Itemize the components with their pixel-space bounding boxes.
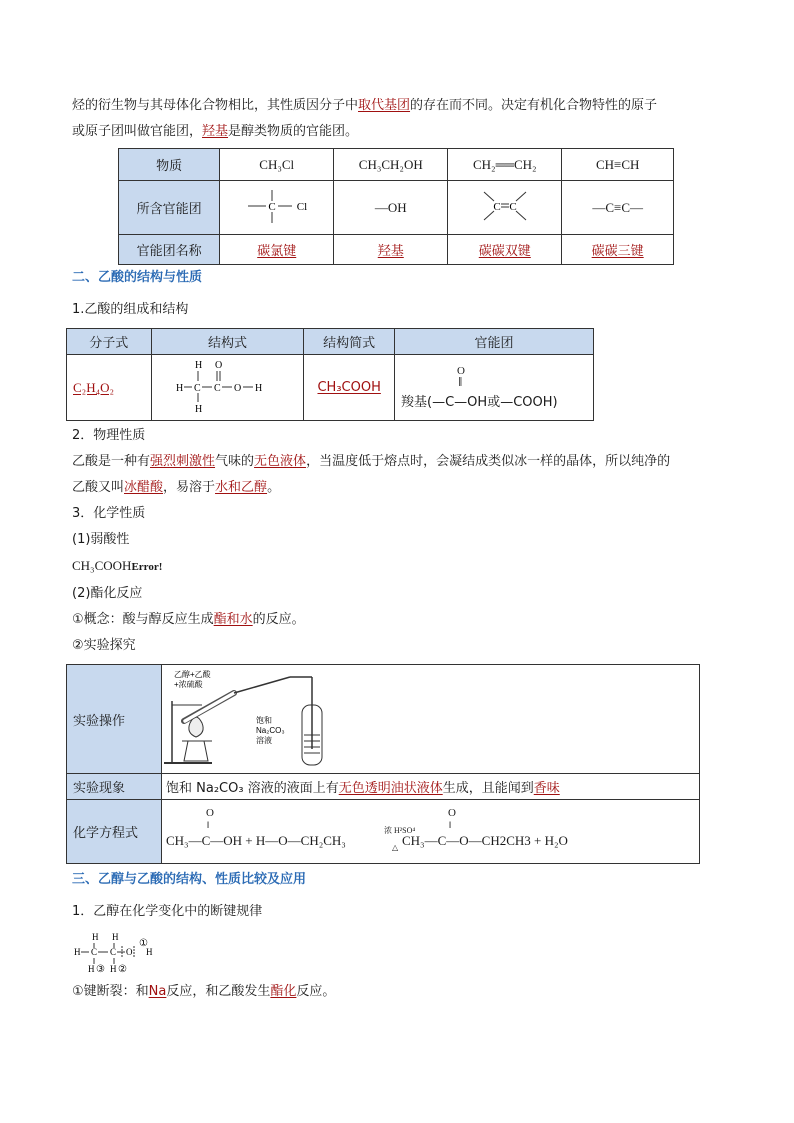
ethanol-bond-diagram <box>72 928 162 976</box>
svg-text:H: H <box>110 964 117 974</box>
svg-text:H: H <box>176 382 184 394</box>
svg-text:H: H <box>92 932 99 942</box>
acetic-acid-structure <box>162 356 292 416</box>
answer-substituent: 取代基团 <box>358 98 411 113</box>
svg-text:H: H <box>88 964 95 974</box>
svg-text:H: H <box>146 947 153 957</box>
apparatus-cell <box>162 665 700 774</box>
functional-group-table <box>118 148 674 265</box>
group-cell-cc-triple: —C≡C— <box>562 181 674 235</box>
section-2-title: 二、乙酸的结构与性质 <box>72 270 203 285</box>
c-cl-structure <box>242 186 312 226</box>
answer-oily-liquid: 无色透明油状液体 <box>338 781 443 796</box>
carboxyl-label: 羧基(—C—OH或—COOH) <box>401 394 558 410</box>
physical-line-1: 乙酸是一种有强烈刺激性气味的无色液体，当温度低于熔点时，会凝结成类似冰一样的晶体，所以纯净的 <box>72 454 671 469</box>
molecular-formula-cell: C₂H₄O₂ <box>67 355 152 421</box>
svg-text:乙醇+乙酸: 乙醇+乙酸 <box>174 670 211 679</box>
row-header-name: 官能团名称 <box>119 235 220 265</box>
answer-ester-water: 酯和水 <box>213 612 253 627</box>
svg-text:O: O <box>215 359 223 371</box>
esterification-heading: (2)酯化反应 <box>72 586 143 601</box>
svg-text:H: H <box>195 359 203 371</box>
svg-text:C: C <box>268 200 276 213</box>
section-3-title: 三、乙醇与乙酸的结构、性质比较及应用 <box>72 872 307 887</box>
condition-bottom: △ <box>392 842 399 852</box>
svg-text:O: O <box>234 382 242 394</box>
ionization-line: CH₃COOHError! <box>72 558 163 573</box>
apparatus-diagram <box>162 665 362 769</box>
svg-text:C: C <box>194 382 202 394</box>
svg-text:H: H <box>195 403 203 415</box>
svg-text:Na₂CO₃: Na₂CO₃ <box>256 726 285 735</box>
col-header: 分子式 <box>67 329 152 355</box>
row-header-substance: 物质 <box>119 149 220 181</box>
condition-top: 浓 H²SO⁴ <box>384 825 416 835</box>
name-cell: 羟基 <box>334 235 448 265</box>
name-cell: 碳碳三键 <box>562 235 674 265</box>
subheading-composition: 1.乙酸的组成和结构 <box>72 302 189 317</box>
weak-acid-heading: (1)弱酸性 <box>72 532 130 547</box>
carbonyl-o: O <box>457 364 465 377</box>
substance-cell: CH₃CH₂OH <box>334 149 448 181</box>
concept-line: ①概念：酸与醇反应生成酯和水的反应。 <box>72 612 305 627</box>
subheading-physical: 2．物理性质 <box>72 428 146 443</box>
substance-cell: CH₂══CH₂ <box>448 149 562 181</box>
answer-pungent: 强烈刺激性 <box>150 454 216 469</box>
svg-text:①: ① <box>139 938 148 949</box>
structural-formula-cell <box>151 355 304 421</box>
intro-line-1 <box>72 96 722 116</box>
experiment-heading: ②实验探究 <box>72 638 136 653</box>
answer-fragrance: 香味 <box>533 781 560 796</box>
double-bond-mark: ‖ <box>458 376 463 387</box>
name-cell: 碳氯键 <box>220 235 334 265</box>
c-c-double-structure <box>470 186 540 226</box>
condensed-formula-cell: CH₃COOH <box>304 355 395 421</box>
group-cell-cc-double <box>448 181 562 235</box>
answer-na: Na <box>148 984 167 999</box>
answer-esterification: 酯化 <box>270 984 297 999</box>
intro-text: 的存在而不同。决定有机化合物特性的原子 <box>410 98 658 113</box>
svg-text:C: C <box>509 200 517 213</box>
op-label: 实验操作 <box>67 665 162 774</box>
intro-text: 烃的衍生物与其母体化合物相比，其性质因分子中 <box>72 98 359 113</box>
svg-text:C: C <box>214 382 222 394</box>
phen-label: 实验现象 <box>67 774 162 800</box>
answer-colorless-liquid: 无色液体 <box>254 454 307 469</box>
svg-text:溶液: 溶液 <box>256 736 272 745</box>
answer-water-ethanol: 水和乙醇 <box>215 480 268 495</box>
svg-text:C: C <box>493 200 501 213</box>
svg-text:饱和: 饱和 <box>256 716 272 725</box>
col-header: 官能团 <box>395 329 594 355</box>
svg-text:C: C <box>110 947 117 957</box>
equation-right: CH₃—C—O—CH2CH3 + H₂O <box>402 832 568 848</box>
eq-label: 化学方程式 <box>67 800 162 864</box>
svg-text:+浓硫酸: +浓硫酸 <box>174 680 203 689</box>
equation-cell: O ‖ CH₃—C—OH + H—O—CH₂CH₃ 浓 H²SO⁴ △ O ‖ CH₃—C—O—CH2CH3 + H₂O <box>162 800 700 864</box>
experiment-table <box>66 664 700 864</box>
equation-left: CH₃—C—OH + H—O—CH₂CH₃ <box>166 832 346 848</box>
physical-line-2: 乙酸又叫冰醋酸，易溶于水和乙醇。 <box>72 480 281 495</box>
functional-group-cell <box>395 355 594 421</box>
svg-text:Cl: Cl <box>296 200 307 213</box>
svg-text:②: ② <box>118 964 127 975</box>
phenomenon-cell: 饱和 Na₂CO₃ 溶液的液面上有无色透明油状液体生成，且能闻到香味 <box>162 774 700 800</box>
svg-text:H: H <box>74 947 81 957</box>
substance-cell: CH₃Cl <box>220 149 334 181</box>
intro-text: 或原子团叫做官能团， <box>72 124 203 139</box>
group-cell-oh: —OH <box>334 181 448 235</box>
svg-text:H: H <box>255 382 263 394</box>
answer-glacial: 冰醋酸 <box>124 480 164 495</box>
subheading-bond-break: 1．乙醇在化学变化中的断键规律 <box>72 904 263 919</box>
intro-line-2 <box>72 122 722 142</box>
col-header: 结构简式 <box>304 329 395 355</box>
subheading-chemical: 3．化学性质 <box>72 506 146 521</box>
col-header: 结构式 <box>151 329 304 355</box>
svg-text:C: C <box>91 947 98 957</box>
acetic-acid-structure-table <box>66 328 594 421</box>
bond-break-line: ①键断裂：和Na反应，和乙酸发生酯化反应。 <box>72 984 336 999</box>
svg-text:O: O <box>126 947 133 957</box>
group-cell-ccl <box>220 181 334 235</box>
name-cell: 碳碳双键 <box>448 235 562 265</box>
row-header-group: 所含官能团 <box>119 181 220 235</box>
answer-hydroxyl: 羟基 <box>202 124 229 139</box>
svg-text:H: H <box>112 932 119 942</box>
substance-cell: CH≡CH <box>562 149 674 181</box>
svg-text:③: ③ <box>96 964 105 975</box>
intro-text: 是醇类物质的官能团。 <box>228 124 359 139</box>
error-text: Error! <box>131 561 163 573</box>
